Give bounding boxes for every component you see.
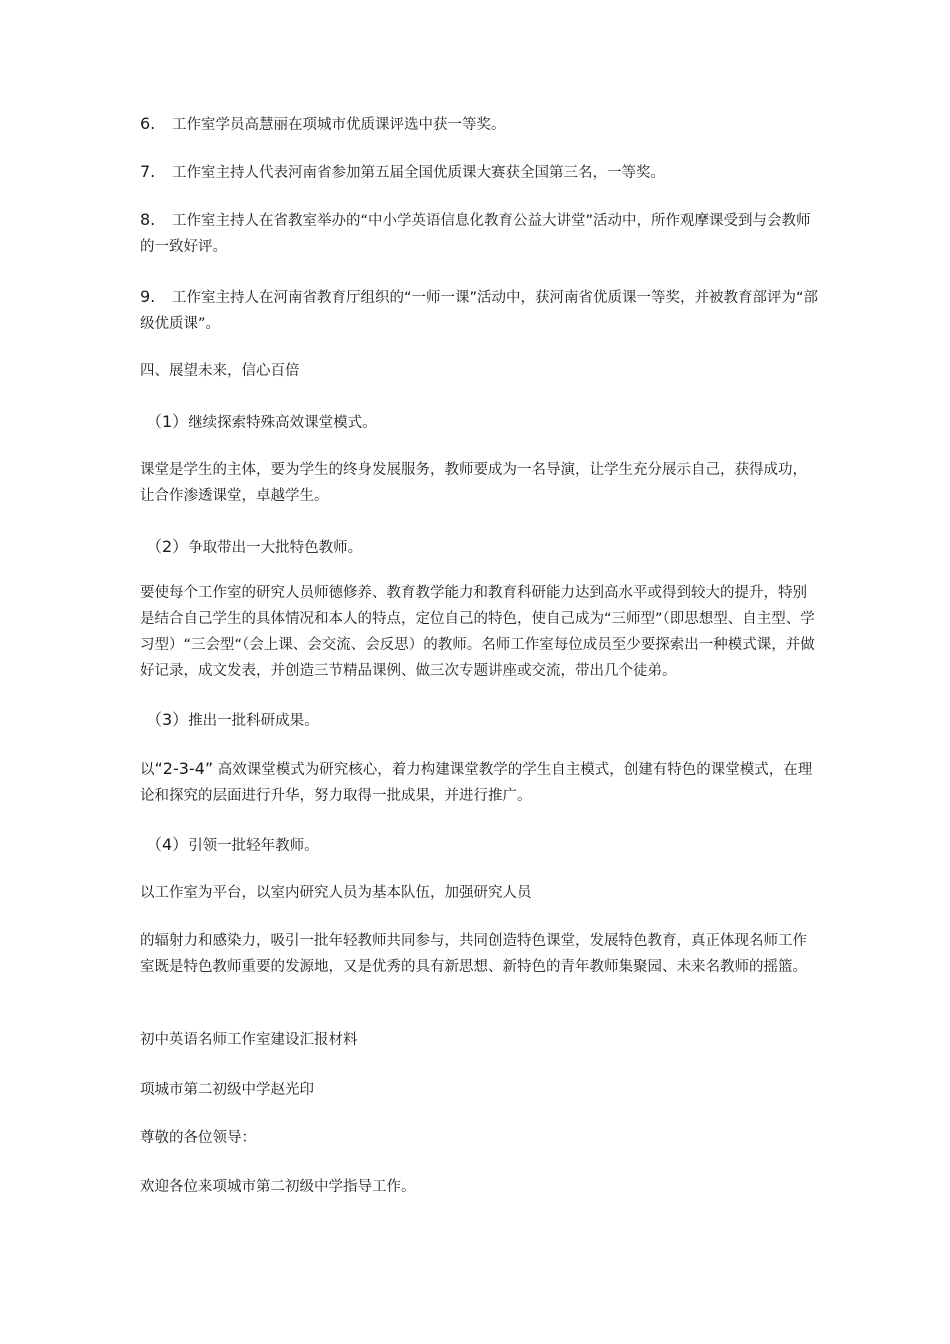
report-author: 项城市第二初级中学赵光印 — [140, 1082, 314, 1098]
item-text: 工作室学员高慧丽在项城市优质课评选中获一等奖。 — [172, 117, 506, 133]
subheading-title: 引领一批轻年教师。 — [188, 838, 319, 854]
subheading-label: （1） — [146, 412, 189, 431]
paragraph-4b: 的辐射力和感染力，吸引一批年轻教师共同参与，共同创造特色课堂，发展特色教育，真正体现名师工作室既是特色教师重要的发源地，又是优秀的具有新思想、新特色的青年教师集聚园、未来名教师的摇篮。 — [140, 933, 807, 975]
subheading-3 — [146, 707, 826, 734]
subheading-title: 继续探索特殊高效课堂模式。 — [188, 415, 377, 431]
paragraph-3 — [140, 756, 820, 809]
paragraph-2: 要使每个工作室的研究人员师德修养、教育教学能力和教育科研能力达到高水平或得到较大的提升，特别是结合自己学生的具体情况和本人的特点，定位自己的特色，使自己成为“三师型”（即思想型、自主型、学习型）“三会型“（会上课、会交流、会反思）的教师。名师工作室每位成员至少要探索出一种模式课，并做好记录，成文发表，并创造三节精品课例、做三次专题讲座或交流，带出几个徒弟。 — [140, 585, 815, 679]
subheading-label: （2） — [146, 537, 189, 556]
item-text: 工作室主持人代表河南省参加第五届全国优质课大赛获全国第三名，一等奖。 — [172, 165, 665, 181]
item-number: 7. — [140, 162, 156, 181]
subheading-label: （4） — [146, 835, 189, 854]
subheading-label: （3） — [146, 710, 189, 729]
report-title: 初中英语名师工作室建设汇报材料 — [140, 1032, 358, 1048]
paragraph-prefix: 以 — [140, 762, 155, 778]
subheading-1 — [146, 409, 826, 436]
item-text: 工作室主持人在省教室举办的“中小学英语信息化教育公益大讲堂”活动中，所作观摩课受到与会教师的一致好评。 — [140, 213, 811, 255]
item-text: 工作室主持人在河南省教育厅组织的“一师一课”活动中，获河南省优质课一等奖，并被教育部评为“部级优质课”。 — [140, 290, 819, 332]
subheading-2 — [146, 534, 826, 561]
paragraph-1: 课堂是学生的主体，要为学生的终身发展服务，教师要成为一名导演，让学生充分展示自己，获得成功，让合作渗透课堂，卓越学生。 — [140, 462, 807, 504]
welcome-line: 欢迎各位来项城市第二初级中学指导工作。 — [140, 1179, 416, 1195]
paragraph-4a: 以工作室为平台，以室内研究人员为基本队伍，加强研究人员 — [140, 885, 532, 901]
list-item-8 — [140, 207, 820, 260]
list-item-7 — [140, 159, 820, 186]
item-number: 8. — [140, 210, 156, 229]
subheading-title: 争取带出一大批特色教师。 — [188, 540, 363, 556]
greeting: 尊敬的各位领导： — [140, 1130, 256, 1146]
subheading-title: 推出一批科研成果。 — [188, 713, 319, 729]
paragraph-rest: 高效课堂模式为研究核心，着力构建课堂教学的学生自主模式，创建有特色的课堂模式，在理论和探究的层面进行升华，努力取得一批成果，并进行推广。 — [140, 762, 813, 804]
subheading-4 — [146, 832, 826, 859]
model-code: “2-3-4” — [154, 759, 214, 778]
item-number: 6. — [140, 114, 156, 133]
section-heading: 四、展望未来，信心百倍 — [140, 363, 300, 379]
list-item-6 — [140, 111, 820, 138]
item-number: 9. — [140, 287, 156, 306]
list-item-9 — [140, 284, 820, 337]
